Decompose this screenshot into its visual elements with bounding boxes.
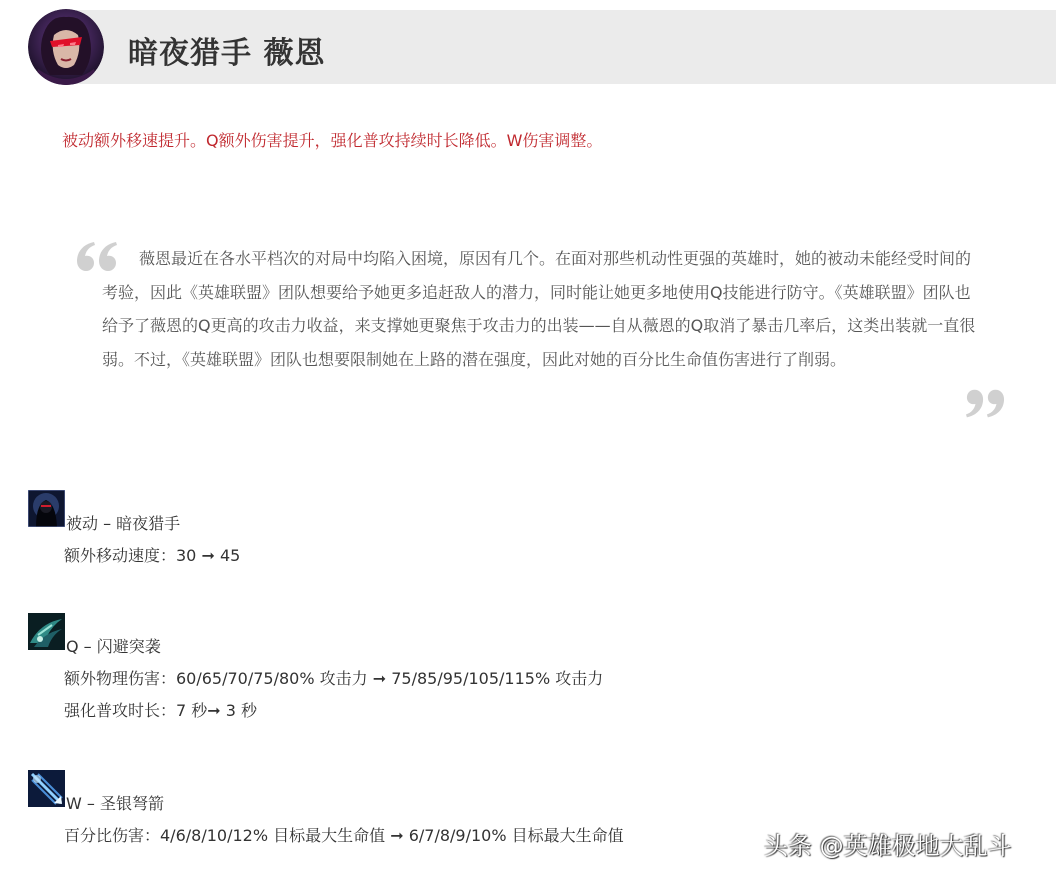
skill-name-w: W – 圣银弩箭 [66, 794, 164, 813]
night-hunter-passive-icon [28, 490, 65, 527]
w-stat-percent-damage: 百分比伤害：4/6/8/10/12% 目标最大生命值 ➞ 6/7/8/9/10% 目标最大生命值 [64, 826, 624, 845]
patch-summary: 被动额外移速提升。Q额外伤害提升，强化普攻持续时长降低。W伤害调整。 [62, 131, 603, 150]
source-watermark: 头条 @英雄极地大乱斗 [764, 832, 1012, 860]
tumble-q-icon [28, 613, 65, 650]
q-stat-empowered-duration: 强化普攻时长：7 秒➞ 3 秒 [64, 701, 258, 720]
skill-name-q: Q – 闪避突袭 [66, 637, 161, 656]
silver-bolts-w-icon [28, 770, 65, 807]
passive-stat-move-speed: 额外移动速度：30 ➞ 45 [64, 546, 241, 565]
vayne-portrait-icon [28, 9, 104, 85]
q-stat-bonus-damage: 额外物理伤害：60/65/70/75/80% 攻击力 ➞ 75/85/95/105/115% 攻击力 [64, 669, 604, 688]
page-title: 暗夜猎手 薇恩 [128, 36, 326, 71]
skill-name-passive: 被动 – 暗夜猎手 [66, 514, 181, 533]
quote-text: 薇恩最近在各水平档次的对局中均陷入困境，原因有几个。在面对那些机动性更强的英雄时，她的被动未能经受时间的考验，因此《英雄联盟》团队想要给予她更多追赶敌人的潜力，同时能让她更多地使用Q技能进行防守。《英雄联盟》团队也给予了薇恩的Q更高的攻击力收益，来支撑她更聚焦于攻击力的出装——自从薇恩的Q取消了暴击几率后，这类出装就一直很弱。不过，《英雄联盟》团队也想要限制她在上路的潜在强度，因此对她的百分比生命值伤害进行了削弱。 [102, 249, 976, 369]
close-quote-icon [965, 388, 1005, 420]
